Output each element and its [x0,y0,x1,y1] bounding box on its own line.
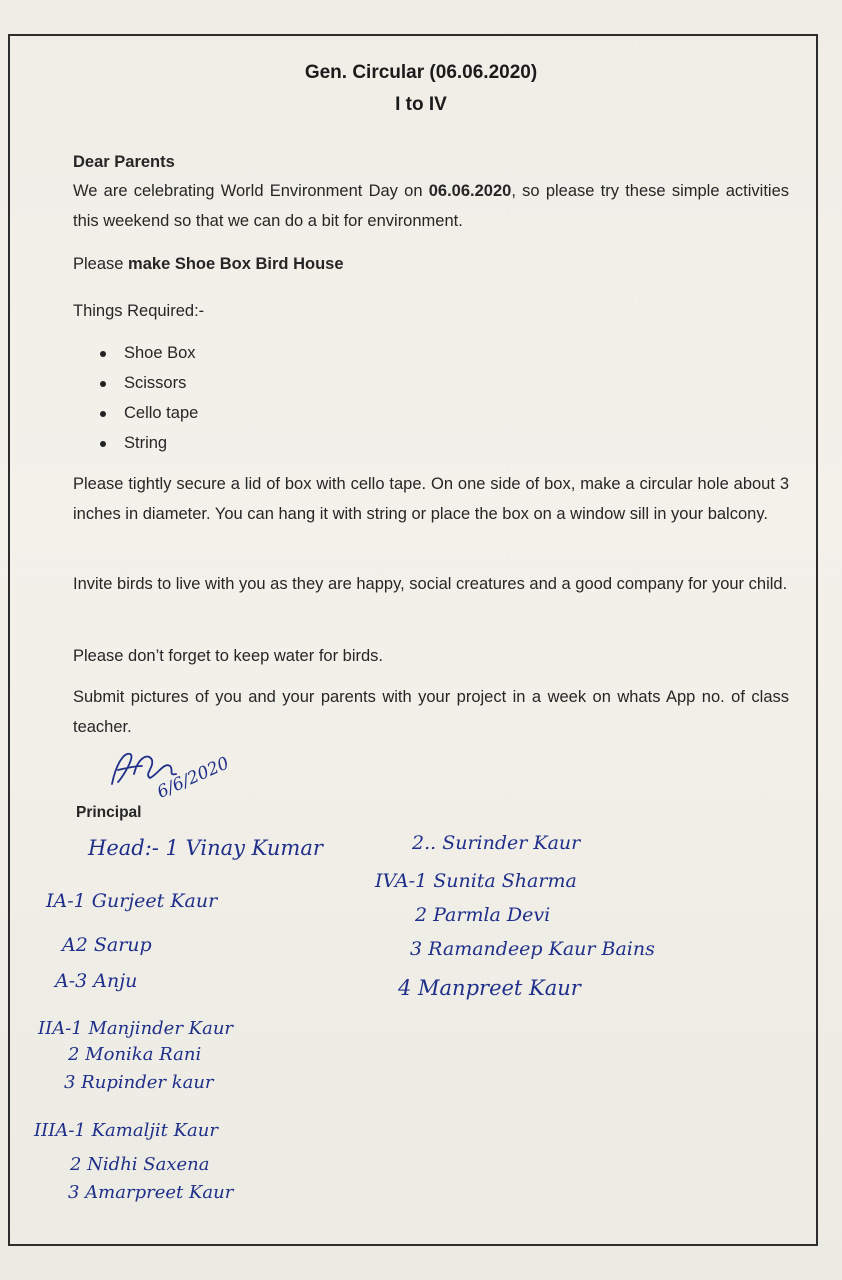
task-line: Please make Shoe Box Bird House [73,255,344,273]
circular-title: Gen. Circular (06.06.2020) [304,62,538,83]
event-date: 06.06.2020 [428,182,512,200]
class-ia-2: A2 Sarup [62,934,152,956]
class-iva-1: IVA-1 Sunita Sharma [375,870,577,892]
bullet-icon [100,441,106,447]
class-iia-3: 3 Rupinder kaur [64,1072,214,1093]
class-ia-3: A-3 Anju [55,970,138,992]
class-ia-1: IA-1 Gurjeet Kaur [46,890,218,912]
bullet-icon [100,351,106,357]
class-iiia-1: IIIA-1 Kamaljit Kaur [34,1120,218,1141]
class-iiia-2: 2 Nidhi Saxena [70,1154,210,1175]
class-iia-2: 2 Monika Rani [68,1044,202,1065]
water-paragraph: Please don’t forget to keep water for birds. [73,647,384,665]
head-teacher-2: 2.. Surinder Kaur [412,832,581,854]
class-iva-2: 2 Parmla Devi [415,904,551,926]
class-iva-3: 3 Ramandeep Kaur Bains [410,938,655,960]
task-title: make Shoe Box Bird House [128,255,344,273]
head-teacher-1: Head:- 1 Vinay Kumar [88,836,323,860]
intro-paragraph: We are celebrating World Environment Day on 06.06.2020, so please try these simple activities this weekend so that we can do a bit for environment. [73,182,789,230]
list-item: Cello tape [100,404,198,423]
invite-paragraph: Invite birds to live with you as they are happy, social creatures and a good company for your child. [73,575,788,593]
principal-label: Principal [76,804,142,821]
salutation: Dear Parents [73,153,175,171]
list-item: String [100,434,167,453]
class-iia-1: IIA-1 Manjinder Kaur [38,1018,234,1039]
class-iiia-3: 3 Amarpreet Kaur [68,1182,234,1203]
bullet-icon [100,411,106,417]
bullet-icon [100,381,106,387]
list-item: Scissors [100,374,186,393]
submit-paragraph: Submit pictures of you and your parents with your project in a week on whats App no. of class teacher. [73,688,789,736]
circular-classes: I to IV [395,94,447,115]
instructions-paragraph: Please tightly secure a lid of box with cello tape. On one side of box, make a circular hole about 3 inches in diameter. You can hang it with string or place the box on a window sill in your balcony. [73,475,789,523]
things-heading: Things Required:- [73,302,205,320]
class-iva-4: 4 Manpreet Kaur [398,976,581,1000]
signature-date: 6/6/2020 [154,753,233,803]
list-item: Shoe Box [100,344,196,363]
